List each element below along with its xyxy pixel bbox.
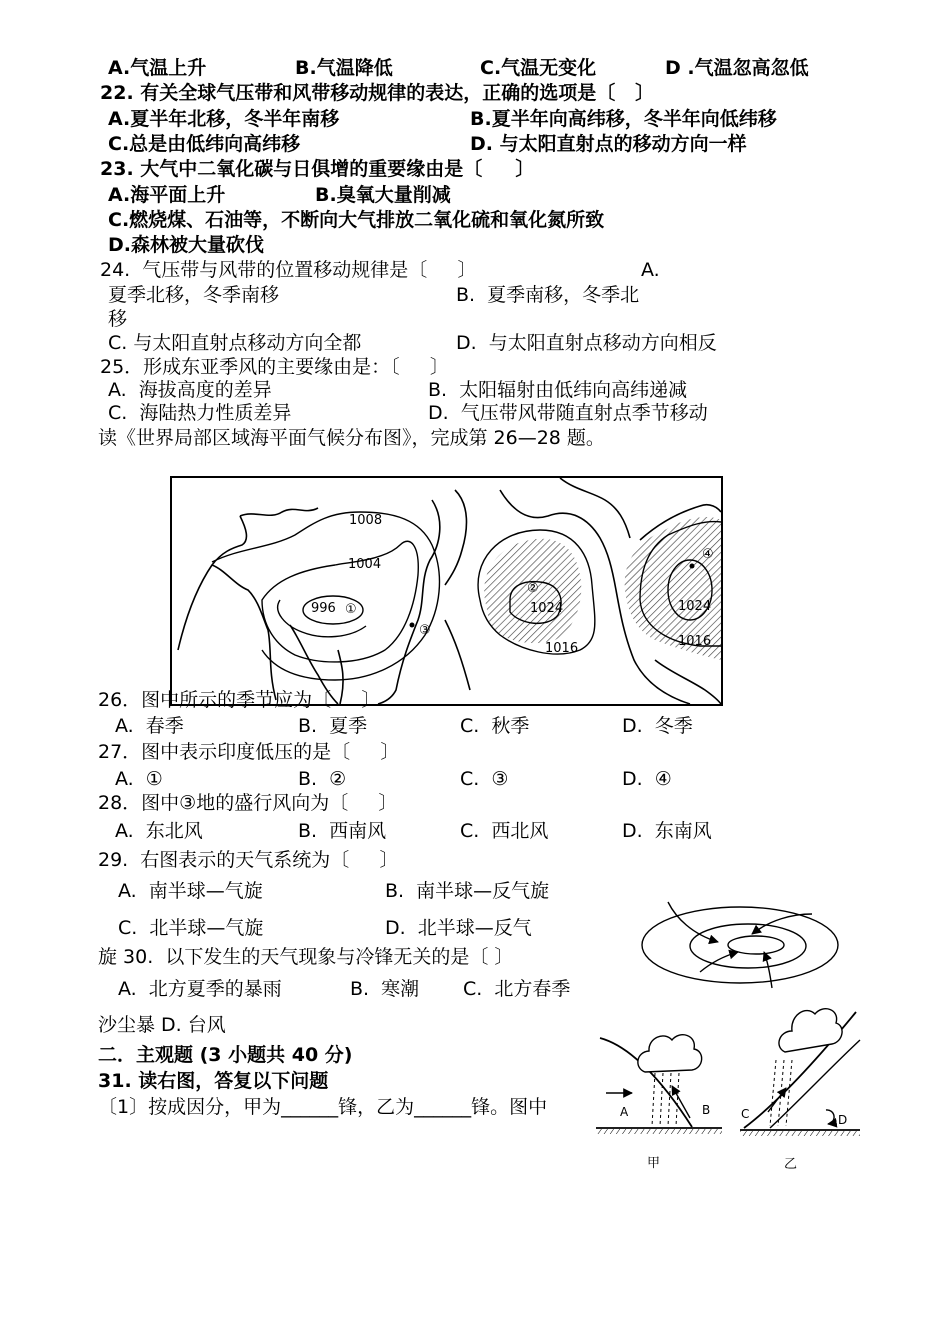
q31-stem: 31. 读右图，答复以下问题 xyxy=(98,1070,329,1092)
marker-1: ① xyxy=(345,602,357,617)
q29-option-b: B. 南半球—反气旋 xyxy=(385,880,550,902)
q28-option-b: B. 西南风 xyxy=(298,820,387,842)
q23-option-a: A.海平面上升 xyxy=(108,184,226,206)
section-2-title: 二．主观题 (3 小题共 40 分) xyxy=(98,1044,353,1066)
q21-option-d: D .气温忽高忽低 xyxy=(665,57,809,79)
q26-option-c: C. 秋季 xyxy=(460,715,530,737)
q28-option-d: D. 东南风 xyxy=(622,820,712,842)
warm-air-arrow-yi xyxy=(768,1088,786,1112)
q24-option-d: D. 与太阳直射点移动方向相反 xyxy=(456,332,717,354)
q21-option-c: C.气温无变化 xyxy=(480,57,597,79)
label-b: B xyxy=(702,1103,711,1117)
q21-option-a: A.气温上升 xyxy=(108,57,207,79)
q24-option-b-wrap: 移 xyxy=(108,308,128,330)
label-1008: 1008 xyxy=(349,513,383,528)
q21-option-b: B.气温降低 xyxy=(295,57,393,79)
q25-option-a: A. 海拔高度的差异 xyxy=(108,379,272,401)
world-pressure-map xyxy=(168,474,726,710)
q30-option-b: B. 寒潮 xyxy=(350,978,420,1000)
q25-stem: 25．形成东亚季风的主要缘由是：〔 〕 xyxy=(100,356,449,378)
label-d: D xyxy=(838,1113,848,1127)
label-1004: 1004 xyxy=(348,557,382,572)
map-intro: 读《世界局部区域海平面气候分布图》，完成第 26—28 题。 xyxy=(98,427,605,449)
cloud-jia xyxy=(638,1035,702,1072)
q22-option-c: C.总是由低纬向高纬移 xyxy=(108,133,301,155)
q24-option-a-text: 夏季北移，冬季南移 xyxy=(108,284,280,306)
q29-option-d: D. 北半球—反气 xyxy=(385,917,532,939)
q27-option-b: B. ② xyxy=(298,768,347,790)
rotating-arrow xyxy=(826,1110,834,1124)
q25-option-b: B. 太阳辐射由低纬向高纬递减 xyxy=(428,379,688,401)
q26-option-d: D. 冬季 xyxy=(622,715,693,737)
wind-arrow-3 xyxy=(764,952,772,988)
q31-part-1: 〔1〕按成因分，甲为______锋，乙为______锋。图中 xyxy=(98,1096,548,1118)
label-1016-atlantic: 1016 xyxy=(678,634,712,649)
q29-option-a: A. 南半球—气旋 xyxy=(118,880,263,902)
q24-option-a-label: A. xyxy=(641,259,660,281)
q23-option-c: C.燃烧煤、石油等，不断向大气排放二氧化硫和氧化氮所致 xyxy=(108,209,605,231)
q27-stem: 27．图中表示印度低压的是〔 〕 xyxy=(98,741,400,763)
marker-3: ③ xyxy=(419,623,431,638)
label-1016-pacific: 1016 xyxy=(545,641,579,656)
q24-stem: 24. 气压带与风带的位置移动规律是〔 〕 xyxy=(100,259,477,281)
weather-system-diagram xyxy=(630,892,850,992)
middle-isobar xyxy=(690,924,806,968)
front-jia xyxy=(596,1035,722,1134)
q26-option-b: B. 夏季 xyxy=(298,715,368,737)
q22-option-b: B.夏半年向高纬移，冬半年向低纬移 xyxy=(470,108,777,130)
q25-option-d: D. 气压带风带随直射点季节移动 xyxy=(428,402,708,424)
location-dot-4 xyxy=(690,564,695,569)
q29-option-c: C. 北半球—气旋 xyxy=(118,917,264,939)
rain-yi xyxy=(770,1060,792,1126)
label-c: C xyxy=(741,1107,750,1121)
q23-stem: 23. 大气中二氧化碳与日俱增的重要缘由是〔 〕 xyxy=(100,158,535,180)
q24-option-c: C. 与太阳直射点移动方向全都 xyxy=(108,332,362,354)
q30-option-wrap: 沙尘暴 D. 台风 xyxy=(98,1014,226,1036)
q24-option-b: B. 夏季南移，冬季北 xyxy=(456,284,640,306)
label-1024-pacific: 1024 xyxy=(530,601,564,616)
q25-option-c: C. 海陆热力性质差异 xyxy=(108,402,292,424)
q27-option-c: C. ③ xyxy=(460,768,509,790)
outer-isobar xyxy=(642,907,838,983)
label-1024-atlantic: 1024 xyxy=(678,599,712,614)
q27-option-a: A. ① xyxy=(115,768,163,790)
rain-jia xyxy=(652,1073,679,1126)
inner-isobar xyxy=(728,936,784,954)
q26-option-a: A. 春季 xyxy=(115,715,184,737)
q23-option-d: D.森林被大量砍伐 xyxy=(108,234,264,256)
marker-4: ④ xyxy=(702,547,714,562)
caption-jia: 甲 xyxy=(647,1156,661,1171)
q28-option-c: C. 西北风 xyxy=(460,820,549,842)
cloud-yi xyxy=(779,1009,842,1052)
q28-stem: 28．图中③地的盛行风向为〔 〕 xyxy=(98,792,398,814)
isobar-1004 xyxy=(262,541,418,662)
wind-arrow-4 xyxy=(700,952,738,972)
label-a: A xyxy=(620,1105,629,1119)
q22-stem: 22. 有关全球气压带和风带移动规律的表达，正确的选项是〔 〕 xyxy=(100,82,655,104)
caption-yi: 乙 xyxy=(784,1157,798,1172)
location-dot-3 xyxy=(410,623,415,628)
q23-option-b: B.臭氧大量削减 xyxy=(315,184,451,206)
q22-option-a: A.夏半年北移，冬半年南移 xyxy=(108,108,340,130)
q27-option-d: D. ④ xyxy=(622,768,672,790)
q30-stem: 旋 30. 以下发生的天气现象与冷锋无关的是〔 〕 xyxy=(98,946,514,968)
q26-stem: 26．图中所示的季节应为〔 〕 xyxy=(98,689,381,711)
q30-option-a: A. 北方夏季的暴雨 xyxy=(118,978,282,1000)
front-diagrams xyxy=(592,1000,864,1180)
label-996: 996 xyxy=(311,601,336,616)
q22-option-d: D. 与太阳直射点的移动方向一样 xyxy=(470,133,747,155)
marker-2: ② xyxy=(527,581,539,596)
q29-stem: 29. 右图表示的天气系统为〔 〕 xyxy=(98,849,399,871)
q28-option-a: A. 东北风 xyxy=(115,820,203,842)
q30-option-c: C. 北方春季 xyxy=(463,978,571,1000)
